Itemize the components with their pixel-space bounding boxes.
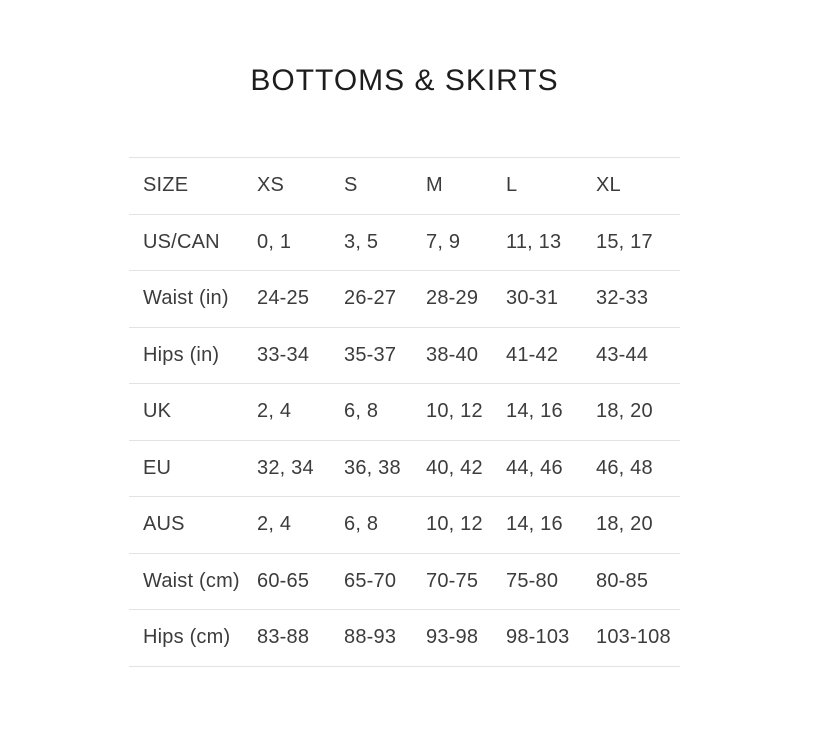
size-value-cell: 15, 17 bbox=[596, 230, 653, 253]
size-value-cell: 41-42 bbox=[506, 343, 559, 366]
size-value-cell: 93-98 bbox=[426, 626, 479, 649]
size-value-cell: 2, 4 bbox=[257, 513, 292, 536]
size-value-cell: 75-80 bbox=[506, 569, 559, 592]
column-header-l: L bbox=[506, 174, 518, 197]
table-row-uk bbox=[129, 384, 680, 441]
size-value-cell: 28-29 bbox=[426, 287, 479, 310]
size-value-cell: 11, 13 bbox=[506, 230, 562, 253]
row-label-waist-in: Waist (in) bbox=[143, 287, 229, 310]
size-value-cell: 10, 12 bbox=[426, 513, 483, 536]
size-value-cell: 14, 16 bbox=[506, 513, 563, 536]
row-label-us-can: US/CAN bbox=[143, 230, 220, 253]
column-header-xl: XL bbox=[596, 174, 621, 197]
size-value-cell: 2, 4 bbox=[257, 400, 292, 423]
size-value-cell: 70-75 bbox=[426, 569, 479, 592]
column-header-s: S bbox=[344, 174, 358, 197]
size-value-cell: 14, 16 bbox=[506, 400, 563, 423]
size-value-cell: 6, 8 bbox=[344, 513, 379, 536]
size-value-cell: 0, 1 bbox=[257, 230, 292, 253]
size-value-cell: 7, 9 bbox=[426, 230, 461, 253]
row-label-hips-in: Hips (in) bbox=[143, 343, 220, 366]
size-value-cell: 40, 42 bbox=[426, 456, 483, 479]
size-value-cell: 18, 20 bbox=[596, 513, 653, 536]
size-value-cell: 6, 8 bbox=[344, 400, 379, 423]
size-value-cell: 80-85 bbox=[596, 569, 649, 592]
row-label-uk: UK bbox=[143, 400, 172, 423]
size-value-cell: 44, 46 bbox=[506, 456, 563, 479]
size-value-cell: 30-31 bbox=[506, 287, 559, 310]
table-row-eu bbox=[129, 440, 680, 497]
size-value-cell: 38-40 bbox=[426, 343, 479, 366]
size-value-cell: 33-34 bbox=[257, 343, 310, 366]
size-value-cell: 32, 34 bbox=[257, 456, 314, 479]
row-label-eu: EU bbox=[143, 456, 172, 479]
size-value-cell: 32-33 bbox=[596, 287, 649, 310]
size-value-cell: 36, 38 bbox=[344, 456, 401, 479]
size-value-cell: 98-103 bbox=[506, 626, 570, 649]
size-value-cell: 24-25 bbox=[257, 287, 310, 310]
row-label-hips-cm: Hips (cm) bbox=[143, 626, 231, 649]
size-value-cell: 88-93 bbox=[344, 626, 397, 649]
size-chart-table bbox=[129, 157, 680, 667]
size-value-cell: 26-27 bbox=[344, 287, 397, 310]
size-value-cell: 43-44 bbox=[596, 343, 649, 366]
column-header-size: SIZE bbox=[143, 174, 189, 197]
row-label-waist-cm: Waist (cm) bbox=[143, 569, 240, 592]
size-value-cell: 18, 20 bbox=[596, 400, 653, 423]
row-label-aus: AUS bbox=[143, 513, 185, 536]
table-row-us-can bbox=[129, 214, 680, 271]
column-header-xs: XS bbox=[257, 174, 285, 197]
size-value-cell: 3, 5 bbox=[344, 230, 379, 253]
header-row bbox=[129, 158, 680, 215]
size-value-cell: 103-108 bbox=[596, 626, 671, 649]
table-row-waist-in bbox=[129, 271, 680, 328]
size-value-cell: 46, 48 bbox=[596, 456, 653, 479]
column-header-m: M bbox=[426, 174, 443, 197]
table-row-aus bbox=[129, 497, 680, 554]
page-title: BOTTOMS & SKIRTS bbox=[250, 64, 559, 97]
size-value-cell: 83-88 bbox=[257, 626, 310, 649]
table-row-hips-cm bbox=[129, 610, 680, 667]
table-row-hips-in bbox=[129, 327, 680, 384]
size-value-cell: 10, 12 bbox=[426, 400, 483, 423]
size-value-cell: 35-37 bbox=[344, 343, 397, 366]
table-row-waist-cm bbox=[129, 553, 680, 610]
size-value-cell: 60-65 bbox=[257, 569, 310, 592]
size-value-cell: 65-70 bbox=[344, 569, 397, 592]
